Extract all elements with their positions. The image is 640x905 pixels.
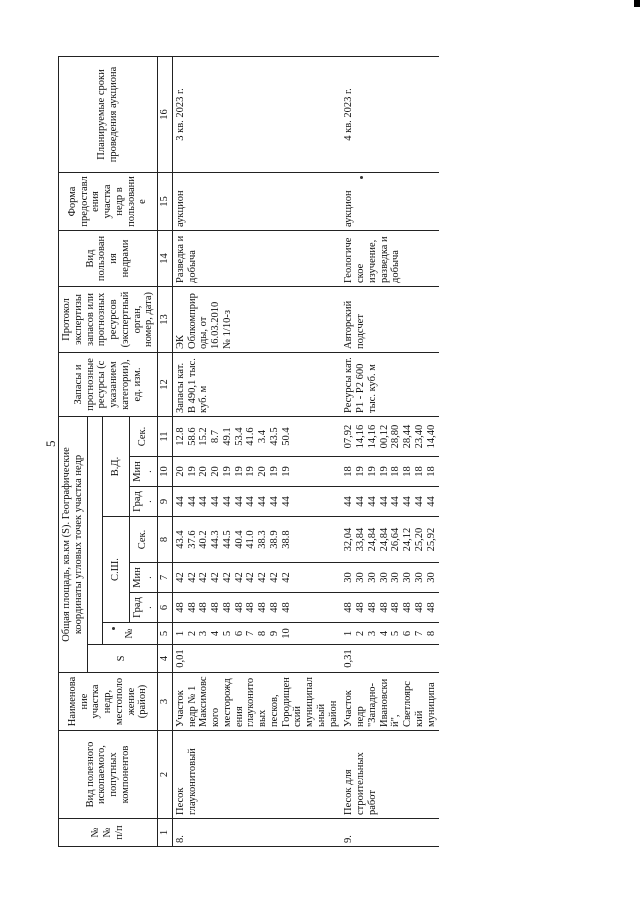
coord-value: 30 <box>390 572 402 583</box>
coord-column-e-deg <box>341 487 439 517</box>
coord-value: 42 <box>245 572 257 583</box>
reserves-text: Запасы кат. В 490,1 тыс. куб. м <box>172 352 341 416</box>
coord-value: 25,20 <box>413 527 425 552</box>
coord-value: 18 <box>425 466 437 477</box>
site-name: Участок недр "Западно-Ивановский", Светлоярский муниципа <box>341 673 439 731</box>
coord-value: 19 <box>233 466 245 477</box>
coord-value: 48 <box>280 602 292 613</box>
coord-column-e-sec <box>172 416 341 456</box>
coord-value: 19 <box>366 466 378 477</box>
coord-value: 19 <box>355 466 366 477</box>
coord-value: 48 <box>174 602 186 613</box>
coord-value: 48 <box>343 602 355 613</box>
coord-value: 44 <box>366 496 378 507</box>
coord-value: 30 <box>402 572 413 583</box>
coord-value: 14,16 <box>366 424 378 449</box>
coord-value: 19 <box>245 466 257 477</box>
coord-value: 48 <box>210 602 221 613</box>
coord-value: 33,84 <box>355 527 366 552</box>
coord-value: 48 <box>378 602 390 613</box>
header-spacer <box>87 416 102 644</box>
table-row <box>341 56 439 846</box>
coord-value: 44 <box>210 496 221 507</box>
coord-value: 42 <box>280 572 292 583</box>
coord-value: 28,44 <box>402 424 413 449</box>
coord-value: 6 <box>402 630 413 637</box>
coord-value: 48 <box>413 602 425 613</box>
coord-value: 58.6 <box>186 427 198 446</box>
coord-value: 25,92 <box>425 527 437 552</box>
coord-value: 48 <box>355 602 366 613</box>
coord-value: 44 <box>221 496 233 507</box>
coord-value: 49.1 <box>221 427 233 446</box>
header-term: Планируемые сроки проведения аукциона <box>59 56 158 172</box>
coord-value: 30 <box>355 572 366 583</box>
coord-value: 48 <box>268 602 280 613</box>
coord-value: 41.6 <box>245 427 257 446</box>
coord-value: 44 <box>343 496 355 507</box>
reserves-text: Ресурсы кат. Р1 - Р2 600 тыс. куб. м <box>341 352 439 416</box>
coord-value: 32,04 <box>343 527 355 552</box>
coord-value: 50.4 <box>280 427 292 446</box>
coord-column-points <box>172 623 341 645</box>
coord-value: 44.3 <box>210 530 221 549</box>
coord-value: 44.5 <box>221 530 233 549</box>
auction-term: 3 кв. 2023 г. <box>172 56 341 172</box>
coord-value: 30 <box>413 572 425 583</box>
coord-value: 15.2 <box>198 427 210 446</box>
coord-value: 3 <box>366 630 378 637</box>
coord-value: 30 <box>378 572 390 583</box>
coord-value: 7 <box>245 630 257 637</box>
scan-speck <box>360 176 363 179</box>
coord-column-e-sec <box>341 416 439 456</box>
coord-value: 24,84 <box>366 527 378 552</box>
header-reserves: Запасы и прогнозные ресурсы (с указанием категории), ед. изм. <box>59 352 158 416</box>
scan-corner-mark <box>634 0 640 7</box>
header-coordinates: Общая площадь, кв.км (S). Географические координаты угловых точек участка недр <box>59 416 88 672</box>
header-e-deg: Град. <box>129 487 158 517</box>
coord-column-points <box>341 623 439 645</box>
col-number: 10 <box>158 457 173 487</box>
coord-value: 42 <box>210 572 221 583</box>
header-form: Форма предоставления участка недр в пользование <box>59 172 158 230</box>
subsoil-use-type: Геологическое изучение, разведка и добыча <box>341 230 439 286</box>
col-number: 13 <box>158 286 173 352</box>
column-numbers-row <box>158 56 173 846</box>
coord-value: 26,64 <box>390 527 402 552</box>
header-n-deg: Град. <box>129 593 158 623</box>
coord-value: 5 <box>221 630 233 637</box>
coord-value: 53.4 <box>233 427 245 446</box>
coord-value: 18 <box>402 466 413 477</box>
row-number: 9. <box>341 819 439 847</box>
coord-value: 38.8 <box>280 530 292 549</box>
row-number: 8. <box>172 819 341 847</box>
coord-value: 14,40 <box>425 424 437 449</box>
coord-value: 18 <box>343 466 355 477</box>
coord-value: 44 <box>413 496 425 507</box>
coord-value: 44 <box>390 496 402 507</box>
coord-value: 43.4 <box>174 530 186 549</box>
coord-value: 8 <box>425 630 437 637</box>
col-number: 3 <box>158 673 173 731</box>
coord-column-e-min <box>172 457 341 487</box>
coord-value: 6 <box>233 630 245 637</box>
coord-value: 42 <box>174 572 186 583</box>
coord-value: 42 <box>186 572 198 583</box>
scan-speck <box>112 627 115 630</box>
coord-value: 38.9 <box>268 530 280 549</box>
coord-value: 48 <box>245 602 257 613</box>
coord-value: 44 <box>245 496 257 507</box>
coord-value: 48 <box>186 602 198 613</box>
coord-value: 00,12 <box>378 424 390 449</box>
coord-value: 48 <box>233 602 245 613</box>
header-n-sec: Сек. <box>129 517 158 563</box>
coord-value: 44 <box>378 496 390 507</box>
site-name: Участок недр № 1 Максимовского месторождения глауконитовых песков, Городищенский муниципальный район <box>172 673 341 731</box>
col-number: 15 <box>158 172 173 230</box>
coord-value: 23,40 <box>413 424 425 449</box>
col-number: 14 <box>158 230 173 286</box>
coord-value: 44 <box>233 496 245 507</box>
coord-value: 20 <box>257 466 268 477</box>
coord-value: 18 <box>413 466 425 477</box>
coord-value: 38.3 <box>257 530 268 549</box>
coord-value: 44 <box>355 496 366 507</box>
protocol-text: ЭК Облкомприроды, от 16.03.2010 № 1/10-з <box>172 286 341 352</box>
coord-column-n-min <box>172 563 341 593</box>
coord-value: 2 <box>355 630 366 637</box>
area-value: 0,01 <box>172 645 341 673</box>
header-east-longitude: В.Д. <box>102 416 129 516</box>
coord-value: 19 <box>221 466 233 477</box>
col-number: 12 <box>158 352 173 416</box>
col-number: 4 <box>158 645 173 673</box>
coord-value: 19 <box>378 466 390 477</box>
header-area-s: S <box>87 645 158 673</box>
coord-value: 30 <box>425 572 437 583</box>
coord-value: 19 <box>268 466 280 477</box>
coord-value: 48 <box>402 602 413 613</box>
coord-value: 3 <box>198 630 210 637</box>
col-number: 11 <box>158 416 173 456</box>
header-point-no: № <box>102 623 157 645</box>
table-row <box>172 56 341 846</box>
coord-value: 43.5 <box>268 427 280 446</box>
header-north-latitude: С.Ш. <box>102 517 129 623</box>
coord-value: 48 <box>198 602 210 613</box>
coord-column-n-sec <box>341 517 439 563</box>
coord-value: 18 <box>390 466 402 477</box>
header-n-min: Мин. <box>129 563 158 593</box>
coord-value: 42 <box>257 572 268 583</box>
coord-value: 20 <box>198 466 210 477</box>
area-value: 0,31 <box>341 645 439 673</box>
col-number: 8 <box>158 517 173 563</box>
protocol-text: Авторский подсчет <box>341 286 439 352</box>
page-number: 5 <box>43 440 58 447</box>
coord-value: 44 <box>174 496 186 507</box>
col-number: 5 <box>158 623 173 645</box>
coord-value: 41.0 <box>245 530 257 549</box>
provision-form: аукцион <box>341 172 439 230</box>
coord-value: 24,12 <box>402 527 413 552</box>
coord-column-n-deg <box>172 593 341 623</box>
auction-term: 4 кв. 2023 г. <box>341 56 439 172</box>
header-site: Наименование участка недр, местоположение (район) <box>59 673 158 731</box>
coord-value: 37.6 <box>186 530 198 549</box>
coord-column-e-min <box>341 457 439 487</box>
subsoil-use-type: Разведка и добыча <box>172 230 341 286</box>
header-use: Вид пользования недрами <box>59 230 158 286</box>
col-number: 6 <box>158 593 173 623</box>
coord-value: 24,84 <box>378 527 390 552</box>
coord-value: 19 <box>280 466 292 477</box>
coord-value: 30 <box>343 572 355 583</box>
coord-value: 9 <box>268 630 280 637</box>
coord-value: 48 <box>425 602 437 613</box>
col-number: 7 <box>158 563 173 593</box>
coord-value: 42 <box>198 572 210 583</box>
coord-value: 48 <box>257 602 268 613</box>
coord-value: 12.8 <box>174 427 186 446</box>
coord-value: 1 <box>174 630 186 637</box>
coord-value: 19 <box>186 466 198 477</box>
coord-value: 1 <box>343 630 355 637</box>
header-e-sec: Сек. <box>129 416 158 456</box>
col-number: 16 <box>158 56 173 172</box>
coord-value: 44 <box>425 496 437 507</box>
coord-value: 3.4 <box>257 429 268 444</box>
coord-value: 10 <box>280 628 292 639</box>
coord-value: 2 <box>186 630 198 637</box>
coord-value: 44 <box>198 496 210 507</box>
coord-value: 20 <box>210 466 221 477</box>
coord-value: 44 <box>257 496 268 507</box>
coord-value: 07,92 <box>343 424 355 449</box>
coord-value: 44 <box>268 496 280 507</box>
coord-value: 5 <box>390 630 402 637</box>
provision-form: аукцион <box>172 172 341 230</box>
coord-value: 44 <box>186 496 198 507</box>
coord-value: 44 <box>280 496 292 507</box>
coord-value: 20 <box>174 466 186 477</box>
coord-value: 40.2 <box>198 530 210 549</box>
coord-value: 14,16 <box>355 424 366 449</box>
coord-column-e-deg <box>172 487 341 517</box>
coord-value: 42 <box>221 572 233 583</box>
auction-table <box>58 56 439 847</box>
coord-value: 42 <box>268 572 280 583</box>
coord-value: 30 <box>366 572 378 583</box>
coord-value: 4 <box>378 630 390 637</box>
mineral-type: Песок глауконитовый <box>172 731 341 819</box>
mineral-type: Песок для строительных работ <box>341 731 439 819</box>
coord-value: 8.7 <box>210 429 221 444</box>
coord-value: 8 <box>257 630 268 637</box>
rotated-table-container <box>58 57 640 847</box>
coord-column-n-sec <box>172 517 341 563</box>
coord-value: 7 <box>413 630 425 637</box>
col-number: 1 <box>158 819 173 847</box>
coord-value: 4 <box>210 630 221 637</box>
col-number: 2 <box>158 731 173 819</box>
coord-value: 48 <box>366 602 378 613</box>
header-e-min: Мин. <box>129 457 158 487</box>
coord-value: 40.4 <box>233 530 245 549</box>
header-mineral: Вид полезного ископаемого, попутных компонентов <box>59 731 158 819</box>
coord-value: 28,80 <box>390 424 402 449</box>
col-number: 9 <box>158 487 173 517</box>
coord-value: 42 <box>233 572 245 583</box>
header-number: № № п/п <box>59 819 158 847</box>
coord-value: 48 <box>390 602 402 613</box>
coord-column-n-deg <box>341 593 439 623</box>
coord-value: 44 <box>402 496 413 507</box>
header-protocol: Протокол экспертизы запасов или прогнозных ресурсов (экспертный орган, номер, дата) <box>59 286 158 352</box>
coord-value: 48 <box>221 602 233 613</box>
coord-column-n-min <box>341 563 439 593</box>
